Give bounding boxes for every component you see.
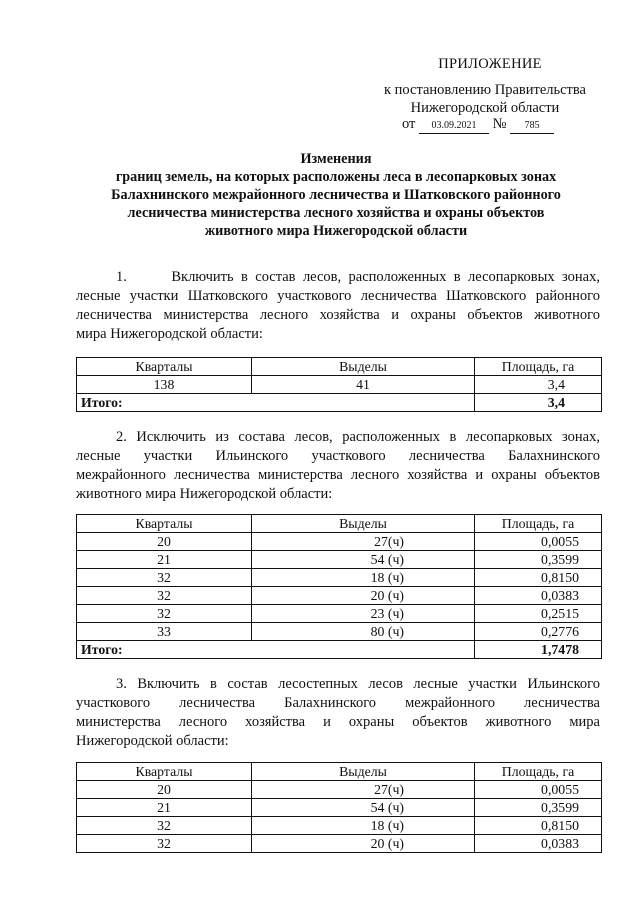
table-total-row bbox=[77, 394, 602, 412]
table-row bbox=[77, 605, 602, 623]
header-kvartaly: Кварталы bbox=[77, 358, 252, 376]
decree-number-label: № bbox=[492, 116, 507, 132]
total-value: 3,4 bbox=[475, 394, 602, 412]
header-vydely: Выделы bbox=[252, 763, 475, 781]
section-3-text bbox=[76, 675, 600, 751]
section-2-line: межрайонного лесничества министерства лесного хозяйства и охраны объектов bbox=[76, 467, 600, 483]
cell-ploshchad: 0,0055 bbox=[475, 533, 602, 551]
cell-vydel: 20 (ч) bbox=[252, 587, 475, 605]
cell-kvartal: 32 bbox=[77, 587, 252, 605]
total-label: Итого: bbox=[77, 641, 475, 659]
section-1-table bbox=[76, 357, 602, 412]
total-label: Итого: bbox=[77, 394, 475, 412]
cell-kvartal: 138 bbox=[77, 376, 252, 394]
decree-reference bbox=[402, 114, 554, 134]
section-3-line: министерства лесного хозяйства и охраны объектов животного мира bbox=[76, 714, 600, 730]
header-ploshchad: Площадь, га bbox=[475, 763, 602, 781]
section-1-line: лесничества министерства лесного хозяйства и охраны объектов животного bbox=[76, 307, 600, 323]
table-row bbox=[77, 376, 602, 394]
header-ploshchad: Площадь, га bbox=[475, 515, 602, 533]
cell-kvartal: 20 bbox=[77, 781, 252, 799]
section-1-line: лесные участки Шатковского участкового лесничества Шатковского районного bbox=[76, 288, 600, 304]
total-value: 1,7478 bbox=[475, 641, 602, 659]
document-title-line-2: границ земель, на которых расположены леса в лесопарковых зонах bbox=[115, 169, 557, 185]
cell-ploshchad: 0,3599 bbox=[475, 551, 602, 569]
table-row bbox=[77, 533, 602, 551]
section-2-table bbox=[76, 514, 602, 659]
cell-ploshchad: 0,8150 bbox=[475, 569, 602, 587]
table-header-row bbox=[77, 515, 602, 533]
header-vydely: Выделы bbox=[252, 515, 475, 533]
section-2-text bbox=[76, 428, 600, 504]
decree-from-label: от bbox=[402, 116, 416, 132]
cell-ploshchad: 3,4 bbox=[475, 376, 602, 394]
document-title-line-5: животного мира Нижегородской области bbox=[204, 223, 468, 239]
table-header-row bbox=[77, 763, 602, 781]
cell-kvartal: 21 bbox=[77, 799, 252, 817]
section-2-line: лесные участки Ильинского участкового лесничества Балахнинского bbox=[76, 448, 600, 464]
cell-vydel: 54 (ч) bbox=[252, 799, 475, 817]
table-total-row bbox=[77, 641, 602, 659]
cell-vydel: 27(ч) bbox=[252, 533, 475, 551]
section-1-line: мира Нижегородской области: bbox=[76, 326, 263, 342]
header-ploshchad: Площадь, га bbox=[475, 358, 602, 376]
cell-vydel: 41 bbox=[252, 376, 475, 394]
section-3-line: Нижегородской области: bbox=[76, 733, 229, 749]
cell-ploshchad: 0,8150 bbox=[475, 817, 602, 835]
section-1-text bbox=[76, 268, 600, 344]
cell-vydel: 20 (ч) bbox=[252, 835, 475, 853]
cell-ploshchad: 0,0383 bbox=[475, 587, 602, 605]
table-row bbox=[77, 623, 602, 641]
cell-ploshchad: 0,2515 bbox=[475, 605, 602, 623]
cell-vydel: 54 (ч) bbox=[252, 551, 475, 569]
decree-number: 785 bbox=[510, 119, 554, 134]
cell-kvartal: 32 bbox=[77, 605, 252, 623]
table-row bbox=[77, 569, 602, 587]
header-kvartaly: Кварталы bbox=[77, 763, 252, 781]
table-row bbox=[77, 781, 602, 799]
section-3-line: участкового лесничества Балахнинского межрайонного лесничества bbox=[76, 695, 600, 711]
section-1-line: 1. Включить в состав лесов, расположенных в лесопарковых зонах, bbox=[116, 269, 600, 285]
header-kvartaly: Кварталы bbox=[77, 515, 252, 533]
appendix-heading: ПРИЛОЖЕНИЕ bbox=[438, 56, 542, 72]
cell-ploshchad: 0,0055 bbox=[475, 781, 602, 799]
cell-vydel: 80 (ч) bbox=[252, 623, 475, 641]
document-title-line-4: лесничества министерства лесного хозяйства и охраны объектов bbox=[127, 205, 545, 221]
document-title-line-3: Балахнинского межрайонного лесничества и Шатковского районного bbox=[111, 187, 561, 203]
cell-vydel: 18 (ч) bbox=[252, 817, 475, 835]
table-header-row bbox=[77, 358, 602, 376]
appendix-line-2: Нижегородской области bbox=[410, 100, 560, 116]
cell-kvartal: 32 bbox=[77, 569, 252, 587]
section-2-line: 2. Исключить из состава лесов, расположенных в лесопарковых зонах, bbox=[116, 429, 600, 445]
cell-kvartal: 21 bbox=[77, 551, 252, 569]
table-row bbox=[77, 551, 602, 569]
document-title-line-1: Изменения bbox=[300, 151, 372, 167]
cell-kvartal: 33 bbox=[77, 623, 252, 641]
cell-ploshchad: 0,0383 bbox=[475, 835, 602, 853]
table-row bbox=[77, 817, 602, 835]
header-vydely: Выделы bbox=[252, 358, 475, 376]
cell-kvartal: 20 bbox=[77, 533, 252, 551]
cell-ploshchad: 0,3599 bbox=[475, 799, 602, 817]
cell-kvartal: 32 bbox=[77, 835, 252, 853]
decree-date: 03.09.2021 bbox=[419, 119, 489, 134]
cell-vydel: 18 (ч) bbox=[252, 569, 475, 587]
section-3-line: 3. Включить в состав лесостепных лесов лесные участки Ильинского bbox=[116, 676, 600, 692]
cell-vydel: 27(ч) bbox=[252, 781, 475, 799]
cell-vydel: 23 (ч) bbox=[252, 605, 475, 623]
table-row bbox=[77, 587, 602, 605]
table-row bbox=[77, 835, 602, 853]
section-2-line: животного мира Нижегородской области: bbox=[76, 486, 333, 502]
table-row bbox=[77, 799, 602, 817]
appendix-line-1: к постановлению Правительства bbox=[384, 82, 586, 98]
cell-ploshchad: 0,2776 bbox=[475, 623, 602, 641]
section-3-table bbox=[76, 762, 602, 853]
cell-kvartal: 32 bbox=[77, 817, 252, 835]
